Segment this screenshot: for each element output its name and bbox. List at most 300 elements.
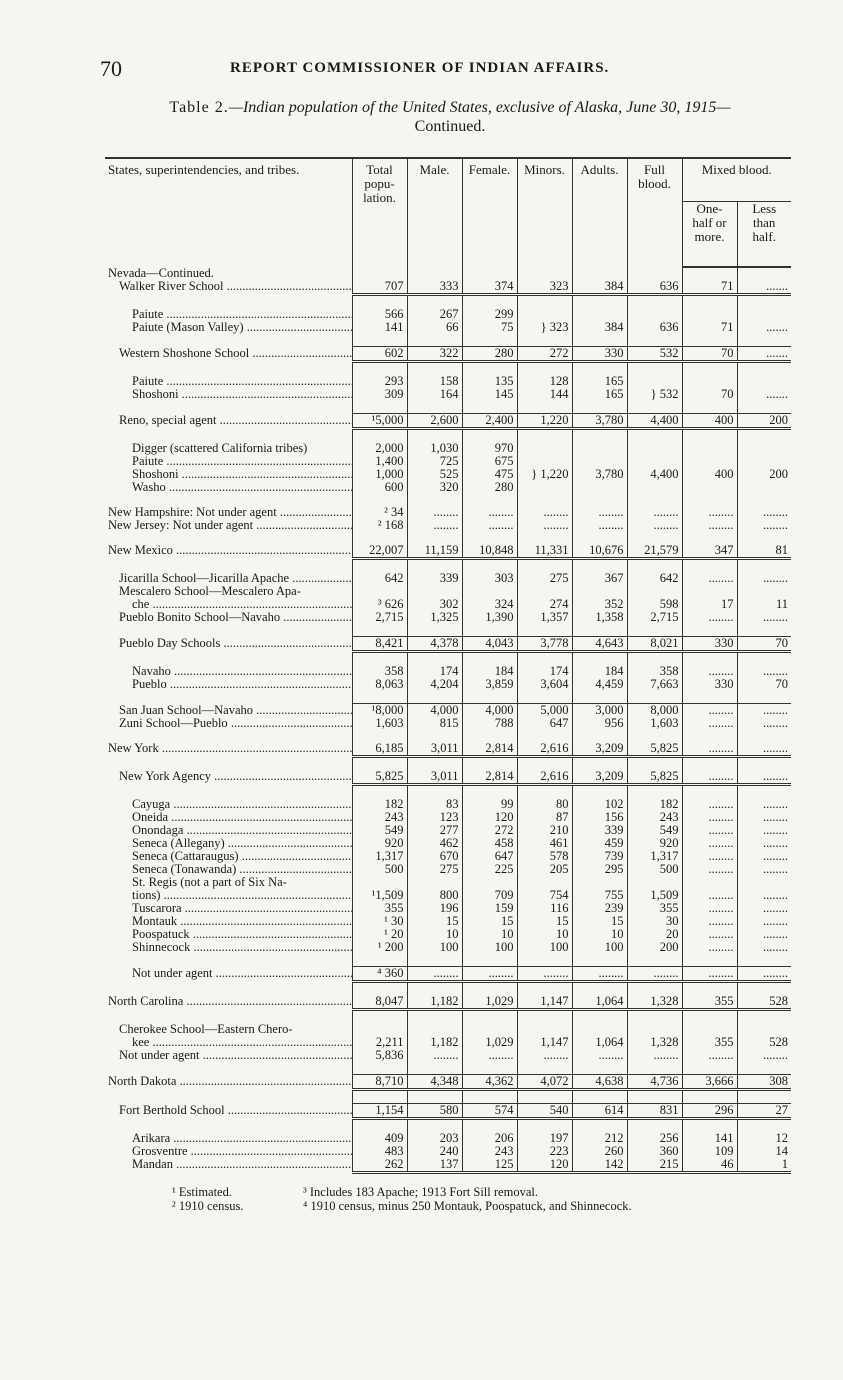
cell: ........ [737,941,791,954]
cell: ........ [682,811,737,824]
cell: 15 [517,915,572,928]
row-label [105,362,352,376]
cell [517,481,572,494]
cell: 256 [627,1132,682,1145]
row-label-text: New Jersey: Not under agent ..... [108,519,352,532]
row-label-text: Shinnecock ..... [132,941,352,954]
cell [682,559,737,573]
cell: 1,358 [572,611,627,624]
row-label-text: Not under agent ..... [132,967,352,980]
cell: 330 [682,637,737,652]
cell: ........ [572,519,627,532]
spacer-row [105,757,791,771]
row-label [105,678,352,691]
row-label [105,414,352,429]
row-label [105,544,352,559]
cell: 384 [572,321,627,334]
cell [737,559,791,573]
cell [737,334,791,347]
cell: 322 [407,347,462,362]
cell [407,334,462,347]
cell: 4,643 [572,637,627,652]
cell: 275 [517,572,572,585]
cell: 578 [517,850,572,863]
cell [462,559,517,573]
cell: 360 [627,1145,682,1158]
cell [737,442,791,455]
cell: 384 [572,280,627,295]
cell [462,785,517,799]
cell: } 323 [517,321,572,334]
cell: 355 [682,1036,737,1049]
cell: 274 [517,598,572,611]
cell: ........ [682,967,737,982]
cell: ........ [737,519,791,532]
cell: ⁴ 360 [352,967,407,982]
row-label [105,334,352,347]
cell: 239 [572,902,627,915]
cell [572,982,627,996]
cell: ........ [682,824,737,837]
header-adults: Adults. [572,158,627,267]
cell: 532 [627,347,682,362]
row-label [105,1049,352,1062]
cell: 243 [352,811,407,824]
cell [627,559,682,573]
cell [737,429,791,443]
cell [572,785,627,799]
row-label [105,954,352,967]
cell: 165 [572,375,627,388]
row-label [105,811,352,824]
cell: 1,029 [462,1036,517,1049]
cell: 330 [572,347,627,362]
cell: 128 [517,375,572,388]
cell: 141 [352,321,407,334]
footnotes-right [303,1185,632,1213]
cell: 4,204 [407,678,462,691]
row-label [105,637,352,652]
cell: 200 [627,941,682,954]
cell: ........ [737,863,791,876]
cell: ........ [737,1049,791,1062]
cell: ¹8,000 [352,704,407,718]
cell: 4,072 [517,1075,572,1090]
cell [407,652,462,666]
row-label [105,442,352,455]
cell: 182 [627,798,682,811]
cell: } 1,220 [517,468,572,481]
spacer-row [105,295,791,309]
cell [517,691,572,704]
cell: 8,063 [352,678,407,691]
cell: 358 [627,665,682,678]
row-label-text: Reno, special agent ..... [119,414,352,427]
table-row [105,1049,791,1062]
cell [572,757,627,771]
row-label [105,611,352,624]
cell [462,1119,517,1133]
cell [352,362,407,376]
cell [462,295,517,309]
footnotes-left [172,1185,243,1213]
row-label-text: Grosventre ..... [132,1145,352,1158]
cell: ........ [737,717,791,730]
row-label-text: Paiute ..... [132,375,352,388]
cell [407,1119,462,1133]
cell: 275 [407,863,462,876]
cell [517,785,572,799]
cell [352,691,407,704]
footnote-3: ³ Includes 183 Apache; 1913 Fort Sill removal. [303,1185,538,1199]
cell [517,652,572,666]
cell [572,295,627,309]
cell [462,691,517,704]
cell: 4,348 [407,1075,462,1090]
row-label [105,532,352,544]
cell [462,652,517,666]
cell: 99 [462,798,517,811]
row-label-text: Mandan ..... [132,1158,352,1171]
cell [737,401,791,414]
cell: 636 [627,321,682,334]
cell [352,559,407,573]
cell: 182 [352,798,407,811]
cell [352,1090,407,1104]
cell [627,429,682,443]
cell: ........ [737,967,791,982]
spacer-row [105,1090,791,1104]
row-label-text: Seneca (Tonawanda) ..... [132,863,352,876]
table-row [105,1075,791,1090]
cell: 1,509 [627,889,682,902]
cell: 2,814 [462,770,517,785]
cell [572,691,627,704]
cell [352,757,407,771]
cell: 2,211 [352,1036,407,1049]
cell [352,429,407,443]
table-row [105,347,791,362]
cell [737,757,791,771]
cell [352,334,407,347]
row-label [105,295,352,309]
cell: 302 [407,598,462,611]
cell [682,954,737,967]
cell [462,334,517,347]
cell: 970 [462,442,517,455]
row-label [105,585,352,598]
row-label [105,506,352,519]
row-label-text: New Mexico ..... [108,544,352,557]
cell: 528 [737,995,791,1010]
cell: 308 [737,1075,791,1090]
cell: 1,064 [572,1036,627,1049]
cell [407,429,462,443]
cell [737,982,791,996]
cell: 1,317 [352,850,407,863]
table-row [105,519,791,532]
cell: 754 [517,889,572,902]
cell: 280 [462,347,517,362]
cell [627,1062,682,1075]
cell: 1,147 [517,995,572,1010]
cell: 647 [462,850,517,863]
cell [572,1010,627,1024]
cell: 3,666 [682,1075,737,1090]
cell [352,785,407,799]
footnote-1: ¹ Estimated. [172,1185,232,1199]
cell: 3,011 [407,742,462,757]
cell [682,295,737,309]
cell: 831 [627,1104,682,1119]
cell: 8,000 [627,704,682,718]
cell: 528 [737,1036,791,1049]
footnote-4: ⁴ 1910 census, minus 250 Montauk, Poospatuck, and Shinnecock. [303,1199,632,1213]
cell: ........ [572,1049,627,1062]
cell: 1,603 [352,717,407,730]
cell [737,954,791,967]
cell [682,481,737,494]
cell: 549 [627,824,682,837]
cell: ........ [737,572,791,585]
cell: 70 [737,637,791,652]
row-label-text: tions) ..... [132,889,352,902]
cell [407,1062,462,1075]
table-title: —Indian population of the United States, exclusive of Alaska, June 30, 1915— [228,99,731,116]
cell: 1,147 [517,1036,572,1049]
cell [407,757,462,771]
cell: ........ [407,506,462,519]
cell: 3,859 [462,678,517,691]
table-continued: Continued. [414,118,486,135]
cell: 400 [682,468,737,481]
cell: 15 [407,915,462,928]
cell: 355 [682,995,737,1010]
cell: 355 [352,902,407,915]
cell: 17 [682,598,737,611]
cell [682,652,737,666]
spacer-row [105,624,791,637]
cell: 1,030 [407,442,462,455]
spacer-row [105,691,791,704]
cell: 709 [462,889,517,902]
table-row [105,704,791,718]
cell: ....... [737,347,791,362]
cell: 277 [407,824,462,837]
cell [627,982,682,996]
cell: ........ [517,506,572,519]
cell [737,1119,791,1133]
row-label [105,1090,352,1104]
cell: 212 [572,1132,627,1145]
cell: ........ [737,742,791,757]
cell: 1,317 [627,850,682,863]
cell [352,295,407,309]
cell: 4,400 [627,468,682,481]
cell [517,1119,572,1133]
cell: ² 168 [352,519,407,532]
cell: 500 [352,863,407,876]
cell: ........ [737,824,791,837]
cell: 205 [517,863,572,876]
header-full-blood: Full blood. [627,158,682,267]
cell [682,442,737,455]
cell: 10 [517,928,572,941]
row-label [105,1104,352,1119]
cell: ........ [682,1049,737,1062]
cell: 2,616 [517,770,572,785]
row-label-text: Oneida ..... [132,811,352,824]
table-row [105,321,791,334]
cell: ........ [682,837,737,850]
cell: 461 [517,837,572,850]
cell: 1,325 [407,611,462,624]
cell: 788 [462,717,517,730]
row-label-text: San Juan School—Navaho ..... [119,704,352,717]
cell: 272 [462,824,517,837]
cell [627,295,682,309]
cell [682,1090,737,1104]
cell: ........ [737,850,791,863]
header-male: Male. [407,158,462,267]
cell: 4,736 [627,1075,682,1090]
cell: 339 [572,824,627,837]
row-label-text: Not under agent ..... [119,1049,352,1062]
cell [462,954,517,967]
cell: 358 [352,665,407,678]
cell: 2,715 [352,611,407,624]
row-label [105,624,352,637]
cell: ........ [682,850,737,863]
spacer-row [105,1062,791,1075]
cell: 240 [407,1145,462,1158]
table-row [105,637,791,652]
cell: 920 [352,837,407,850]
cell: ........ [627,519,682,532]
cell [627,624,682,637]
cell: ³ 626 [352,598,407,611]
cell: 109 [682,1145,737,1158]
row-label [105,717,352,730]
cell: 299 [462,308,517,321]
cell: 46 [682,1158,737,1173]
cell: 10 [407,928,462,941]
row-label [105,308,352,321]
cell: ........ [737,811,791,824]
spacer-row [105,1010,791,1024]
cell: 458 [462,837,517,850]
cell: 164 [407,388,462,401]
cell: 675 [462,455,517,468]
cell: 11,331 [517,544,572,559]
cell: 1 [737,1158,791,1173]
cell: 8,047 [352,995,407,1010]
cell: 10,848 [462,544,517,559]
spacer-row [105,401,791,414]
cell: ........ [682,506,737,519]
table-row [105,995,791,1010]
cell [572,559,627,573]
cell: 184 [572,665,627,678]
cell [407,401,462,414]
cell: 355 [627,902,682,915]
cell: 330 [682,678,737,691]
cell: 1,154 [352,1104,407,1119]
cell: 636 [627,280,682,295]
row-label [105,347,352,362]
row-label [105,1010,352,1024]
cell [462,1010,517,1024]
cell [627,481,682,494]
row-label [105,889,352,902]
cell: 80 [517,798,572,811]
cell [462,1062,517,1075]
row-label [105,321,352,334]
cell: 71 [682,321,737,334]
cell [462,624,517,637]
cell: 1,182 [407,995,462,1010]
cell: 22,007 [352,544,407,559]
cell: ........ [682,611,737,624]
cell: 210 [517,824,572,837]
cell: 347 [682,544,737,559]
cell: 8,021 [627,637,682,652]
cell: 293 [352,375,407,388]
cell: 262 [352,1158,407,1173]
row-label-text: Paiute (Mason Valley) ..... [132,321,352,334]
cell: 920 [627,837,682,850]
cell [627,954,682,967]
cell: 100 [572,941,627,954]
row-label-text: Navaho ..... [132,665,352,678]
cell: 5,825 [627,742,682,757]
cell: 70 [682,388,737,401]
cell [737,785,791,799]
cell [572,401,627,414]
cell: 30 [627,915,682,928]
cell: 15 [462,915,517,928]
table-row [105,941,791,954]
row-label [105,388,352,401]
cell: 7,663 [627,678,682,691]
cell: ¹5,000 [352,414,407,429]
cell: 174 [407,665,462,678]
cell [352,1119,407,1133]
cell: 165 [572,388,627,401]
row-label-text: Poospatuck ..... [132,928,352,941]
row-label [105,481,352,494]
cell: ........ [737,506,791,519]
cell [737,1062,791,1075]
cell: ........ [682,742,737,757]
cell [572,481,627,494]
row-label [105,401,352,414]
header-mixed-blood: Mixed blood. [682,158,791,202]
cell: 12 [737,1132,791,1145]
cell: ........ [462,967,517,982]
cell: 815 [407,717,462,730]
cell [737,652,791,666]
cell: 145 [462,388,517,401]
cell [627,757,682,771]
cell: 243 [462,1145,517,1158]
footnote-2: ² 1910 census. [172,1199,244,1213]
cell: 11 [737,598,791,611]
cell: 137 [407,1158,462,1173]
spacer-row [105,982,791,996]
cell: 11,159 [407,544,462,559]
cell: 10 [462,928,517,941]
